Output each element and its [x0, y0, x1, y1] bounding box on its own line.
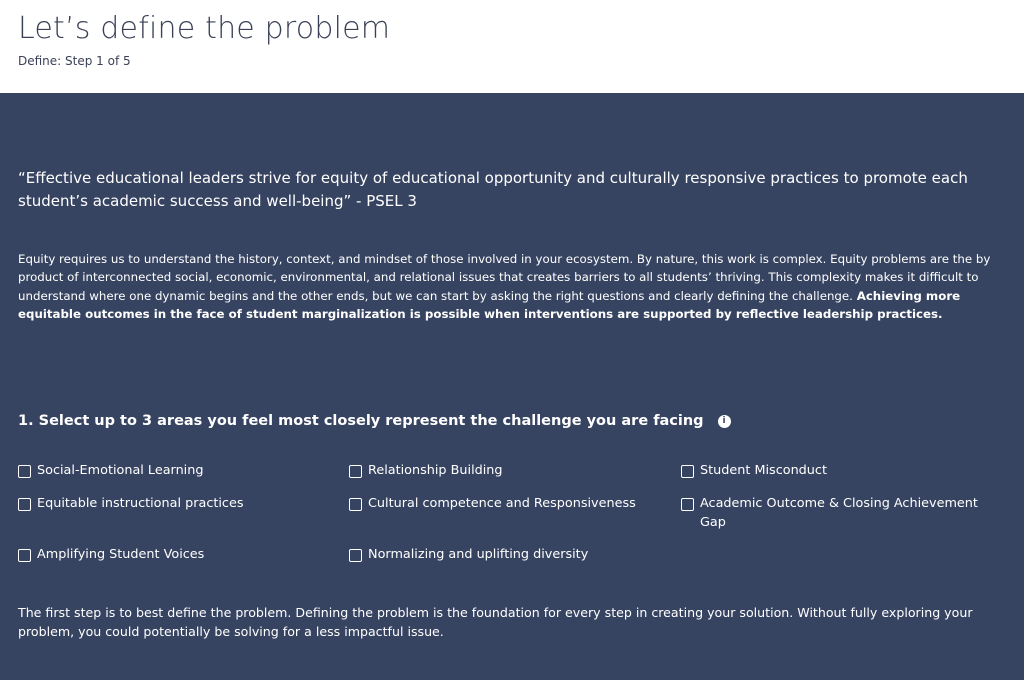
- option-label: Social-Emotional Learning: [37, 463, 204, 478]
- content-panel: [0, 93, 1024, 680]
- checkbox[interactable]: [349, 498, 362, 511]
- option-equitable-instructional-practices[interactable]: [18, 495, 338, 514]
- checkbox[interactable]: [349, 465, 362, 478]
- option-relationship-building[interactable]: [349, 462, 669, 481]
- checkbox[interactable]: [681, 498, 694, 511]
- option-cultural-competence[interactable]: [349, 495, 669, 514]
- step-indicator: Define: Step 1 of 5: [18, 54, 131, 68]
- option-normalizing-diversity[interactable]: [349, 546, 669, 565]
- option-social-emotional-learning[interactable]: [18, 462, 338, 481]
- checkbox[interactable]: [349, 549, 362, 562]
- intro-paragraph: [18, 250, 1003, 324]
- option-label: Amplifying Student Voices: [37, 547, 205, 562]
- option-label: Cultural competence and Responsiveness: [368, 496, 636, 511]
- option-label: Academic Outcome & Closing Achievement Gap: [700, 496, 978, 530]
- intro-bold-text: Achieving more equitable outcomes in the face of student marginalization is possible when interventions are supported by reflective leadership practices.: [18, 288, 961, 322]
- option-label: Equitable instructional practices: [37, 496, 244, 511]
- checkbox[interactable]: [681, 465, 694, 478]
- page-header: [0, 0, 1024, 93]
- intro-text: Equity requires us to understand the history, context, and mindset of those involved in your ecosystem. By nature, this work is complex. Equity problems are the by product of interconnected social, economic, environmental, and relational issues that creates barriers to all students’ thriving. This complexity makes it difficult to understand where one dynamic begins and the other ends, but we can start by asking the right questions and clearly defining the challenge.: [18, 252, 991, 303]
- question-label: 1. Select up to 3 areas you feel most closely represent the challenge you are facing: [18, 413, 704, 429]
- checkbox[interactable]: [18, 498, 31, 511]
- info-icon[interactable]: i: [718, 415, 731, 428]
- page-title: Let’s define the problem: [18, 11, 391, 46]
- option-label: Relationship Building: [368, 463, 503, 478]
- option-label: Normalizing and uplifting diversity: [368, 547, 589, 562]
- psel-quote: “Effective educational leaders strive for equity of educational opportunity and culturally responsive practices to promote each student’s academic success and well-being” - PSEL 3: [18, 169, 968, 210]
- option-amplifying-student-voices[interactable]: [18, 546, 338, 565]
- option-label: Student Misconduct: [700, 463, 827, 478]
- question-heading: [18, 413, 1003, 429]
- option-student-misconduct[interactable]: [681, 462, 981, 481]
- checkbox[interactable]: [18, 465, 31, 478]
- footer-paragraph: The first step is to best define the problem. Defining the problem is the foundation for every step in creating your solution. Without fully exploring your problem, you could potentially be solving for a less impactful issue.: [18, 605, 973, 639]
- checkbox[interactable]: [18, 549, 31, 562]
- option-academic-outcome[interactable]: [681, 495, 981, 532]
